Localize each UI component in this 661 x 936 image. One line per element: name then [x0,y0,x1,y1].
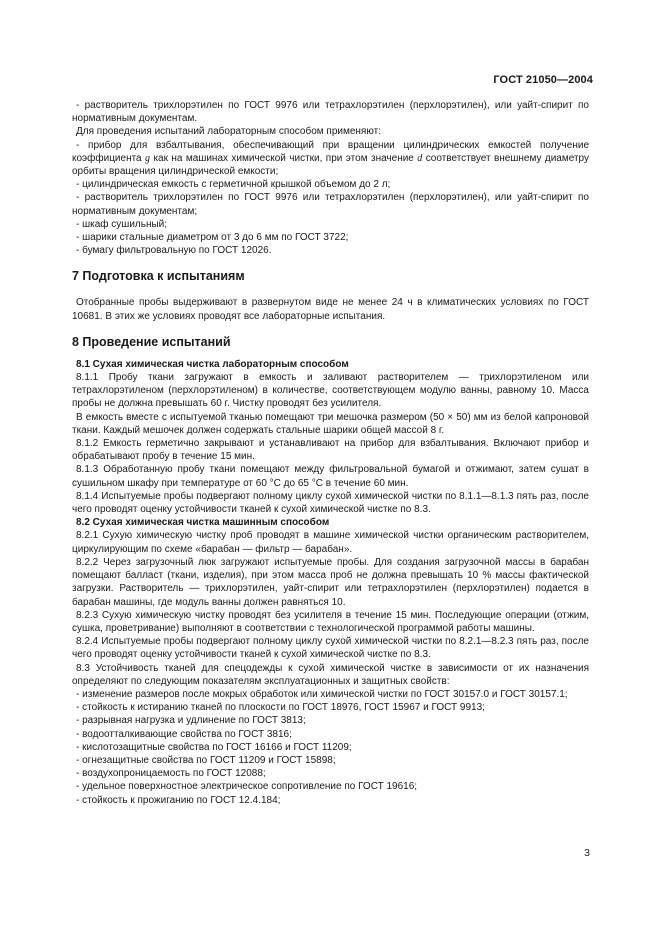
list-item: - кислотозащитные свойства по ГОСТ 16166 и ГОСТ 11209; [76,741,352,753]
intro-line-5: - растворитель трихлорэтилен по ГОСТ 9976 или тетрахлорэтилен (перхлорэтилен), или уайт-спирит по нормативным документам; [72,192,589,217]
section-7-paragraph: Отобранные пробы выдерживают в развернутом виде не менее 24 ч в климатических условиях по ГОСТ 10681. В этих же условиях проводят все лабораторные испытания. [72,297,589,322]
list-item: - огнезащитные свойства по ГОСТ 11209 и ГОСТ 15898; [76,754,336,766]
page-content [72,99,589,807]
paragraph-8-2-2: 8.2.2 Через загрузочный люк загружают испытуемые пробы. Для создания загрузочной массы в барабан помещают балласт (ткани, изделия), при этом масса проб не должна превышать 10 % массы фактической загрузки. Растворитель — трихлорэтилен, уайт-спирит или тетрахлорэтилен (перхлорэтилен) подается в барабан машины, где модуль ванны должен равняться 10. [72,556,589,608]
intro-line-3-b: как на машинах химической чистки, при этом значение [150,152,418,164]
page-number: 3 [584,847,590,859]
paragraph-8-2-1: 8.2.1 Сухую химическую чистку проб проводят в машине химической чистки органическим растворителем, циркулирующим по схеме «барабан — фильтр — барабан». [72,530,589,555]
paragraph-8-1-1-b: В емкость вместе с испытуемой тканью помещают три мешочка размером (50 × 50) мм из белой капроновой ткани. Каждый мешочек должен содержать стальные шарики общей массой 8 г. [72,411,589,436]
paragraph-8-2-4: 8.2.4 Испытуемые пробы подвергают полному циклу сухой химической чистки по 8.2.1—8.2.3 пять раз, после чего проводят оценку устойчивости тканей к сухой химической чистке по 8.3. [72,636,589,661]
paragraph-8-2-3: 8.2.3 Сухую химическую чистку проводят без усилителя в течение 15 мин. Последующие операции (отжим, сушка, проветривание) выполняют в соответствии с технологической программой работы машины. [72,609,589,634]
subsection-8-2-heading: 8.2 Сухая химическая чистка машинным способом [76,517,330,529]
intro-line-3-a: - прибор для взбалтывания, обеспечивающий при вращении цилиндрических емкостей получение коэффициента [72,139,589,164]
intro-line-3 [72,139,589,179]
paragraph-8-1-3: 8.1.3 Обработанную пробу ткани помещают между фильтровальной бумагой и отжимают, затем сушат в сушильном шкафу при температуре от 60 °С до 65 °С в течение 60 мин. [72,464,589,489]
paragraph-8-1-1: 8.1.1 Пробу ткани загружают в емкость и заливают растворителем — трихлорэтиленом или тетрахлорэтиленом (перхлорэтиленом) в количестве, соответствующем модулю ванны, равному 10. Масса пробы не должна превышать 60 г. Чистку проводят без усилителя. [72,372,589,410]
list-item: - воздухопроницаемость по ГОСТ 12088; [76,768,266,780]
intro-line-2: Для проведения испытаний лабораторным способом применяют: [76,126,381,138]
document-header: ГОСТ 21050—2004 [493,74,593,86]
intro-line-3-c: соответствует внешнему диаметру орбиты вращения цилиндрической емкости; [72,152,589,178]
intro-line-6: - шкаф сушильный; [76,218,168,230]
var-g: g [145,152,151,164]
section-7-heading: 7 Подготовка к испытаниям [72,269,245,284]
list-item: - стойкость к прожиганию по ГОСТ 12.4.184; [76,794,281,806]
list-item: - удельное поверхностное электрическое сопротивление по ГОСТ 19616; [76,781,418,793]
list-item: - разрывная нагрузка и удлинение по ГОСТ 3813; [76,715,306,727]
paragraph-8-1-4: 8.1.4 Испытуемые пробы подвергают полному циклу сухой химической чистки по 8.1.1—8.1.3 пять раз, после чего проводят оценку устойчивости тканей к сухой химической чистке по 8.3. [72,490,589,516]
intro-line-7: - шарики стальные диаметром от 3 до 6 мм по ГОСТ 3722; [76,232,349,244]
intro-line-8: - бумагу фильтровальную по ГОСТ 12026. [76,245,272,257]
list-item: - водоотталкивающие свойства по ГОСТ 3816; [76,728,292,740]
intro-line-1: - растворитель трихлорэтилен по ГОСТ 9976 или тетрахлорэтилен (перхлорэтилен), или уайт-спирит по нормативным документам. [72,100,589,125]
var-d: d [417,152,423,164]
list-item: - стойкость к истиранию тканей по плоскости по ГОСТ 18976, ГОСТ 15967 и ГОСТ 9913; [76,702,485,714]
subsection-8-1-heading: 8.1 Сухая химическая чистка лабораторным способом [76,358,349,370]
intro-line-4: - цилиндрическая емкость с герметичной крышкой объемом до 2 л; [76,179,391,191]
paragraph-8-1-2: 8.1.2 Емкость герметично закрывают и устанавливают на прибор для взбалтывания. Включают прибор и обрабатывают пробу в течение 15 мин. [72,438,589,463]
section-8-heading: 8 Проведение испытаний [72,334,231,349]
list-item: - изменение размеров после мокрых обработок или химической чистки по ГОСТ 30157.0 и ГОСТ 30157.1; [76,688,568,700]
paragraph-8-3: 8.3 Устойчивость тканей для спецодежды к сухой химической чистке в зависимости от их назначения определяют по следующим показателям эксплуатационных и защитных свойств: [72,662,589,687]
